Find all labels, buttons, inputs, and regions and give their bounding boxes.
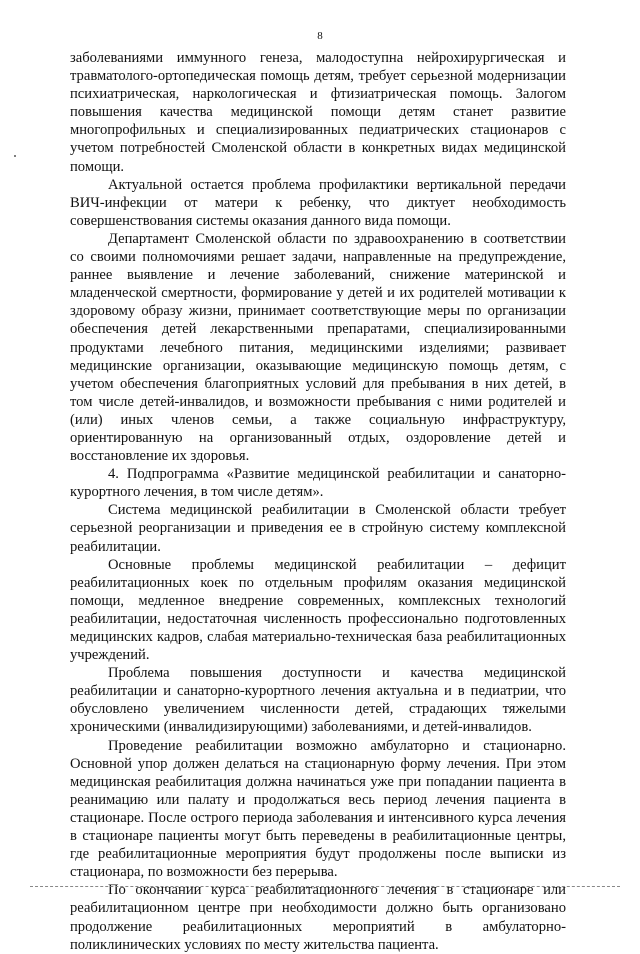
paragraph-continuation: заболеваниями иммунного генеза, малодоступна нейрохирургическая и травматолого-ортопедическая помощь детям, требует серьезной модернизации психиатрическая, наркологическая и фтизиатрическая помощь. Залогом повышения качества медицинской помощи детям станет развитие многопрофильных и специализированных педиатрических стационаров с учетом потребностей Смоленской области в конкретных видах медицинской помощи. — [70, 50, 566, 175]
paragraph-rehab-problems: Основные проблемы медицинской реабилитации – дефицит реабилитационных коек по отдельным профилям оказания медицинской помощи, медленное внедрение современных, комплексных технологий реабилитации, недостаточная численность профессионально подготовленных медицинских кадров, слабая материально-техническая база реабилитационных учреждений. — [70, 556, 566, 664]
paragraph-outpatient-continuation: По окончании курса реабилитационного лечения в стационаре или реабилитационном центре при необходимости должно быть организовано продолжение реабилитационных мероприятий в амбулаторно-поликлинических условиях по месту жительства пациента. — [70, 882, 566, 953]
paragraph-hiv-prevention: Актуальной остается проблема профилактики вертикальной передачи ВИЧ-инфекции от матери к ребенку, что диктует необходимость совершенствования системы оказания данного вида помощи. — [70, 176, 566, 229]
paragraph-rehab-system: Система медицинской реабилитации в Смоленской области требует серьезной реорганизации и приведения ее в стройную систему комплексной реабилитации. — [70, 502, 566, 555]
paragraph-subprogram-4-heading: 4. Подпрограмма «Развитие медицинской реабилитации и санаторно-курортного лечения, в том числе детям». — [70, 466, 566, 501]
document-body — [70, 49, 566, 954]
footer-dashed-rule — [30, 886, 620, 887]
paragraph-pediatric-rehab: Проблема повышения доступности и качества медицинской реабилитации и санаторно-курортного лечения актуальна и в педиатрии, что обусловлено увеличением численности детей, страдающих тяжелыми хроническими (инвалидизирующими) заболеваниями, и детей-инвалидов. — [70, 665, 566, 736]
page-number: 8 — [317, 30, 323, 42]
scan-speck — [14, 155, 16, 157]
paragraph-department-tasks: Департамент Смоленской области по здравоохранению в соответствии со своими полномочиями решает задачи, направленные на предупреждение, раннее выявление и лечение заболеваний, снижение материнской и младенческой смертности, формирование у детей и их родителей мотивации к здоровому образу жизни, принимает соответствующие меры по организации обеспечения детей лекарственными препаратами, специализированными продуктами лечебного питания, медицинскими изделиями; развивает медицинские организации, оказывающие медицинскую помощь детям, с учетом обеспечения благоприятных условий для пребывания в них детей, в том числе детей-инвалидов, и возможности пребывания с ними родителей и (или) иных членов семьи, а также социальную инфраструктуру, ориентированную на организованный отдых, оздоровление детей и восстановление их здоровья. — [70, 230, 566, 465]
paragraph-rehab-forms: Проведение реабилитации возможно амбулаторно и стационарно. Основной упор должен делаться на стационарную форму лечения. При этом медицинская реабилитация должна начинаться уже при попадании пациента в реанимацию или палату и продолжаться весь период лечения пациента в стационаре. После острого периода заболевания и интенсивного курса лечения в стационаре пациенты могут быть переведены в реабилитационные центры, где реабилитационные мероприятия будут продолжены после выписки из стационара, по возможности без перерыва. — [70, 737, 566, 881]
